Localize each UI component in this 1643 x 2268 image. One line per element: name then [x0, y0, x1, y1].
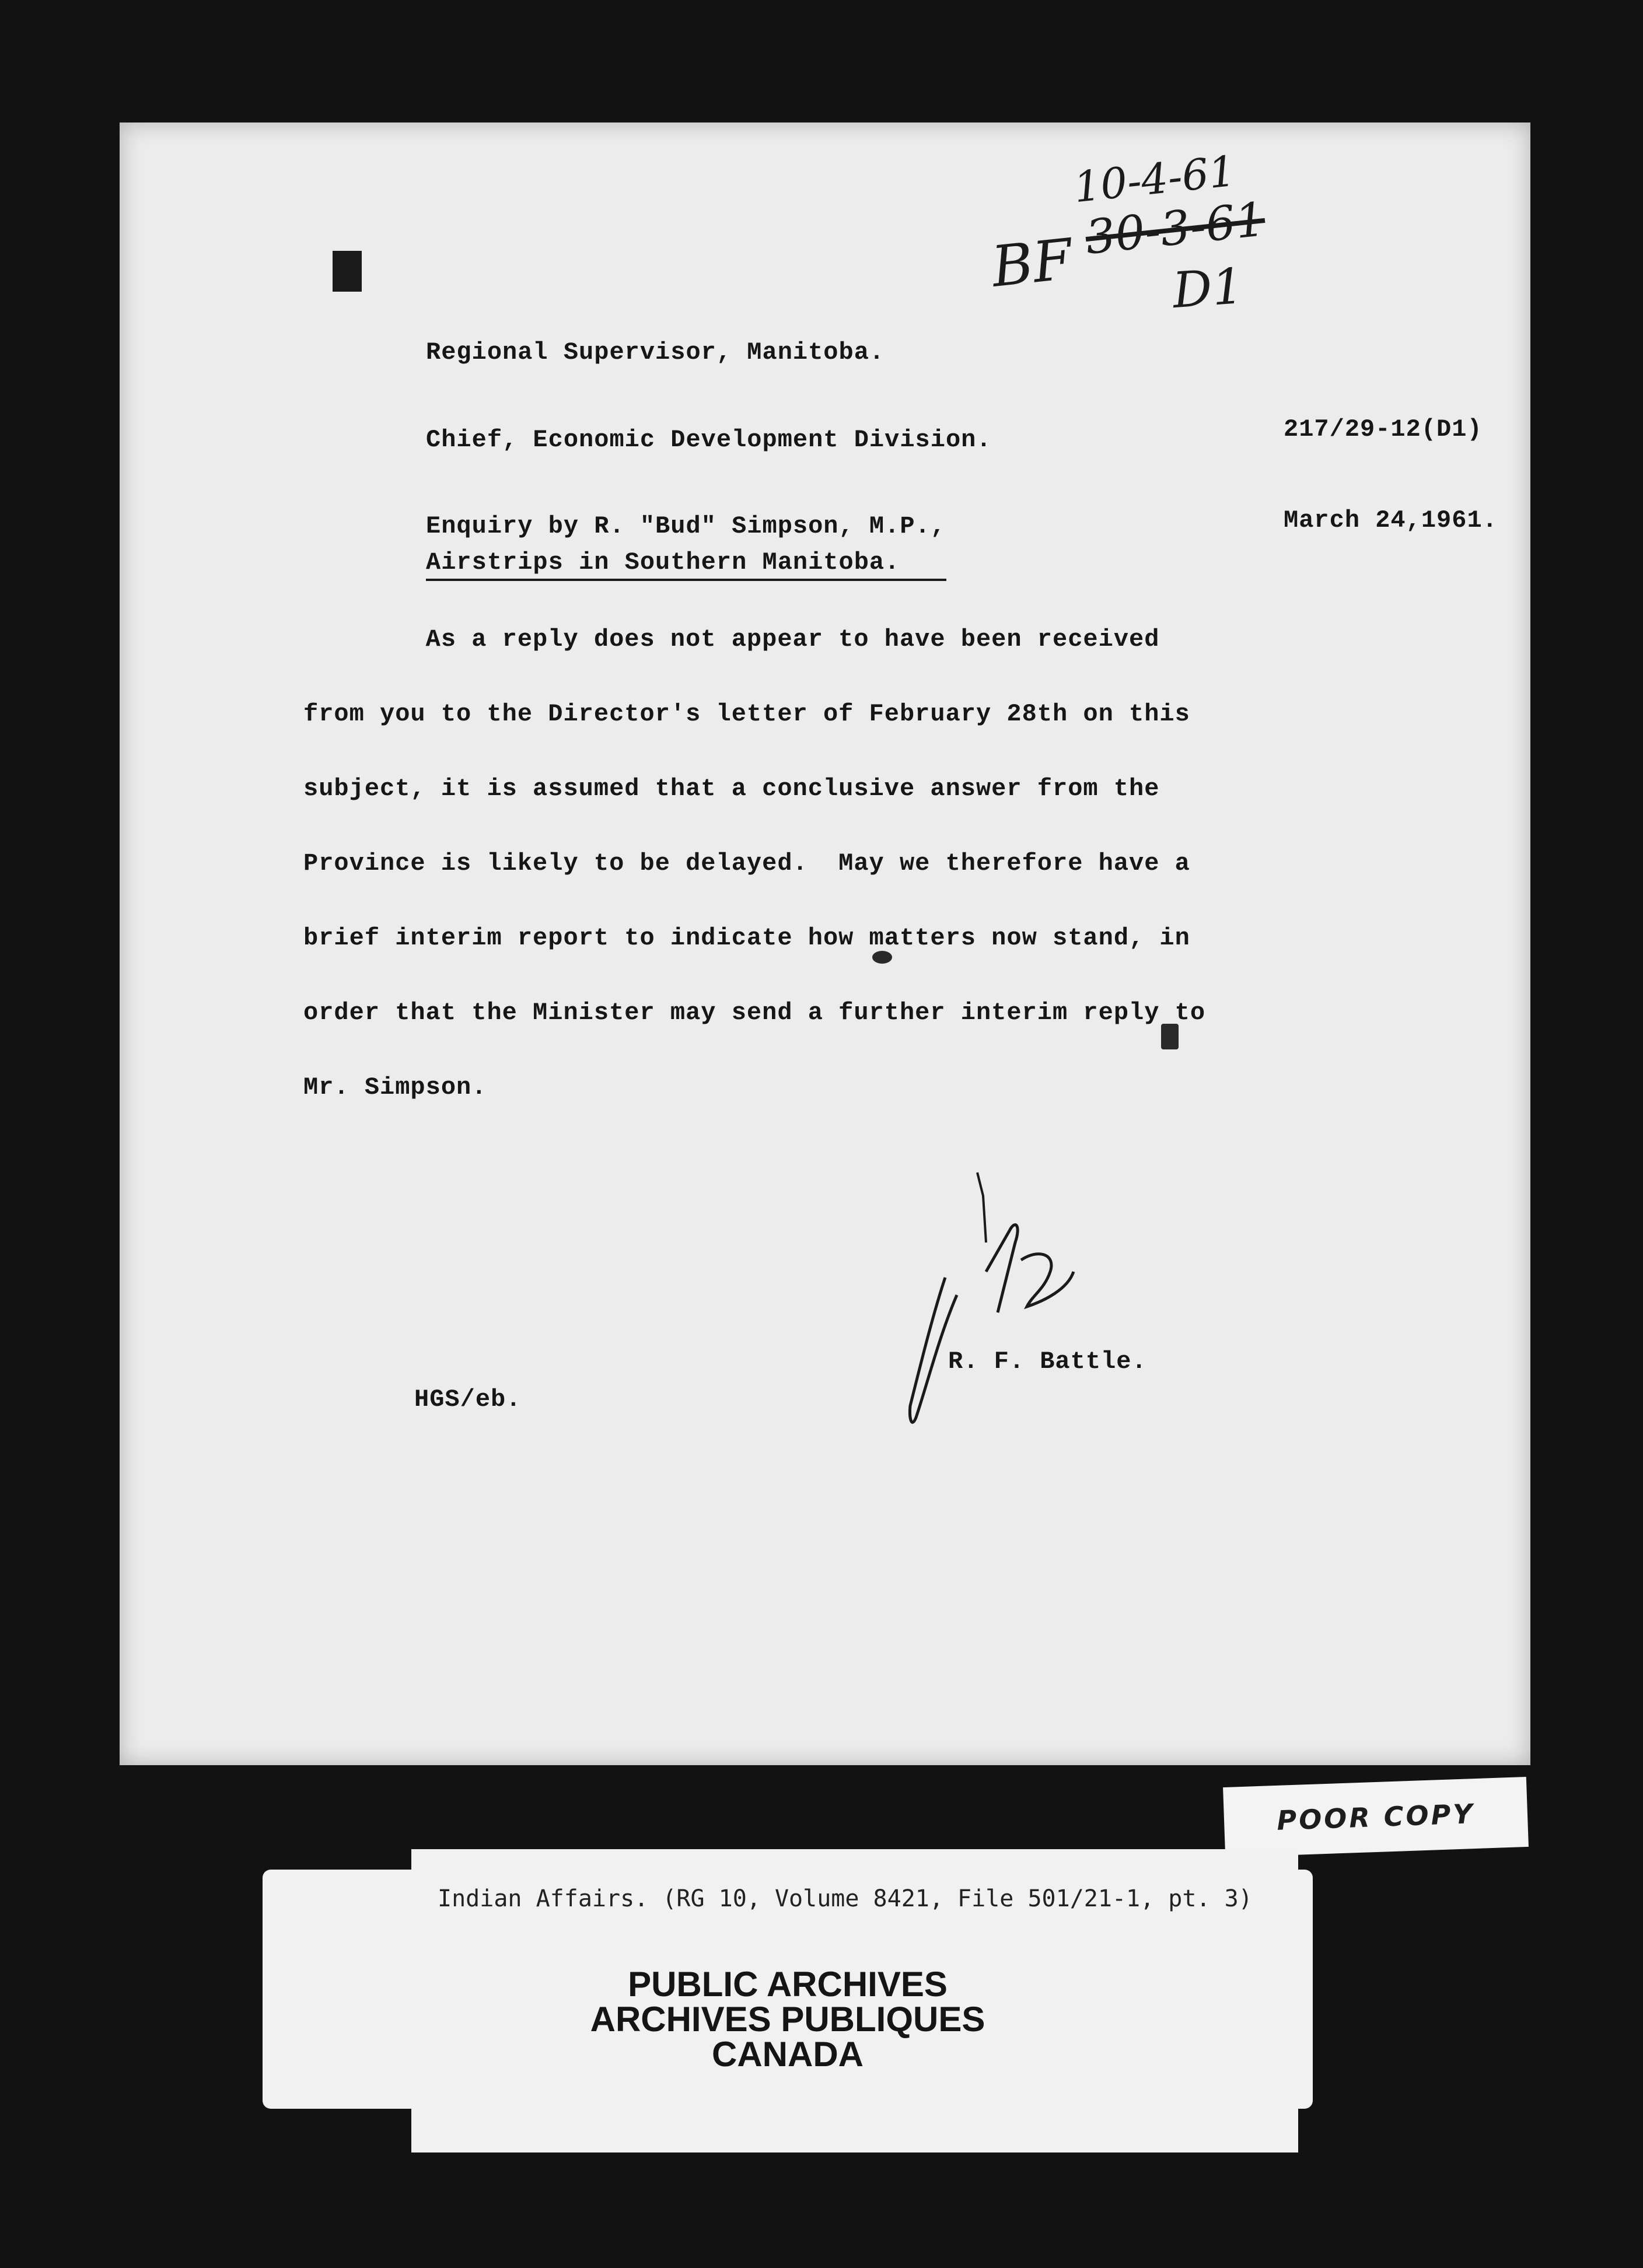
body-line: As a reply does not appear to have been received	[303, 625, 1160, 653]
memo-file-ref: 217/29-12(D1)	[1284, 415, 1483, 443]
body-line: Province is likely to be delayed. May we therefore have a	[303, 849, 1190, 877]
memo-subject-line2: Airstrips in Southern Manitoba.	[426, 548, 946, 581]
memo-initials: HGS/eb.	[414, 1385, 522, 1413]
handwritten-struck-date: 30-3-61	[1082, 192, 1268, 265]
memo-to: Regional Supervisor, Manitoba.	[426, 338, 885, 366]
archive-citation: Indian Affairs. (RG 10, Volume 8421, File 501/21-1, pt. 3)	[438, 1885, 1253, 1912]
handwritten-signature	[899, 1161, 1109, 1441]
body-line: Mr. Simpson.	[303, 1073, 487, 1101]
archive-card-bottom	[411, 2071, 1298, 2152]
memo-date: March 24,1961.	[1284, 506, 1498, 534]
body-line: order that the Minister may send a further interim reply to	[303, 999, 1206, 1027]
memo-subject-line1: Enquiry by R. "Bud" Simpson, M.P.,	[426, 512, 946, 540]
binder-mark	[333, 251, 362, 292]
handwritten-bf: BF	[988, 226, 1075, 300]
handwritten-code: D1	[1170, 257, 1246, 320]
archive-line-1: PUBLIC ARCHIVES	[628, 1965, 948, 2004]
body-line: from you to the Director's letter of February 28th on this	[303, 700, 1190, 728]
handwritten-date: 10-4-61	[1071, 146, 1238, 212]
memo-body	[303, 583, 1206, 1143]
archive-line-3: CANADA	[712, 2035, 864, 2074]
poor-copy-label: POOR COPY	[1223, 1777, 1529, 1857]
memo-from: Chief, Economic Development Division.	[426, 426, 992, 454]
memo-signatory: R. F. Battle.	[948, 1348, 1147, 1376]
archive-line-2: ARCHIVES PUBLIQUES	[590, 2000, 985, 2039]
body-line: subject, it is assumed that a conclusive answer from the	[303, 775, 1160, 803]
body-line: brief interim report to indicate how matters now stand, in	[303, 924, 1190, 952]
